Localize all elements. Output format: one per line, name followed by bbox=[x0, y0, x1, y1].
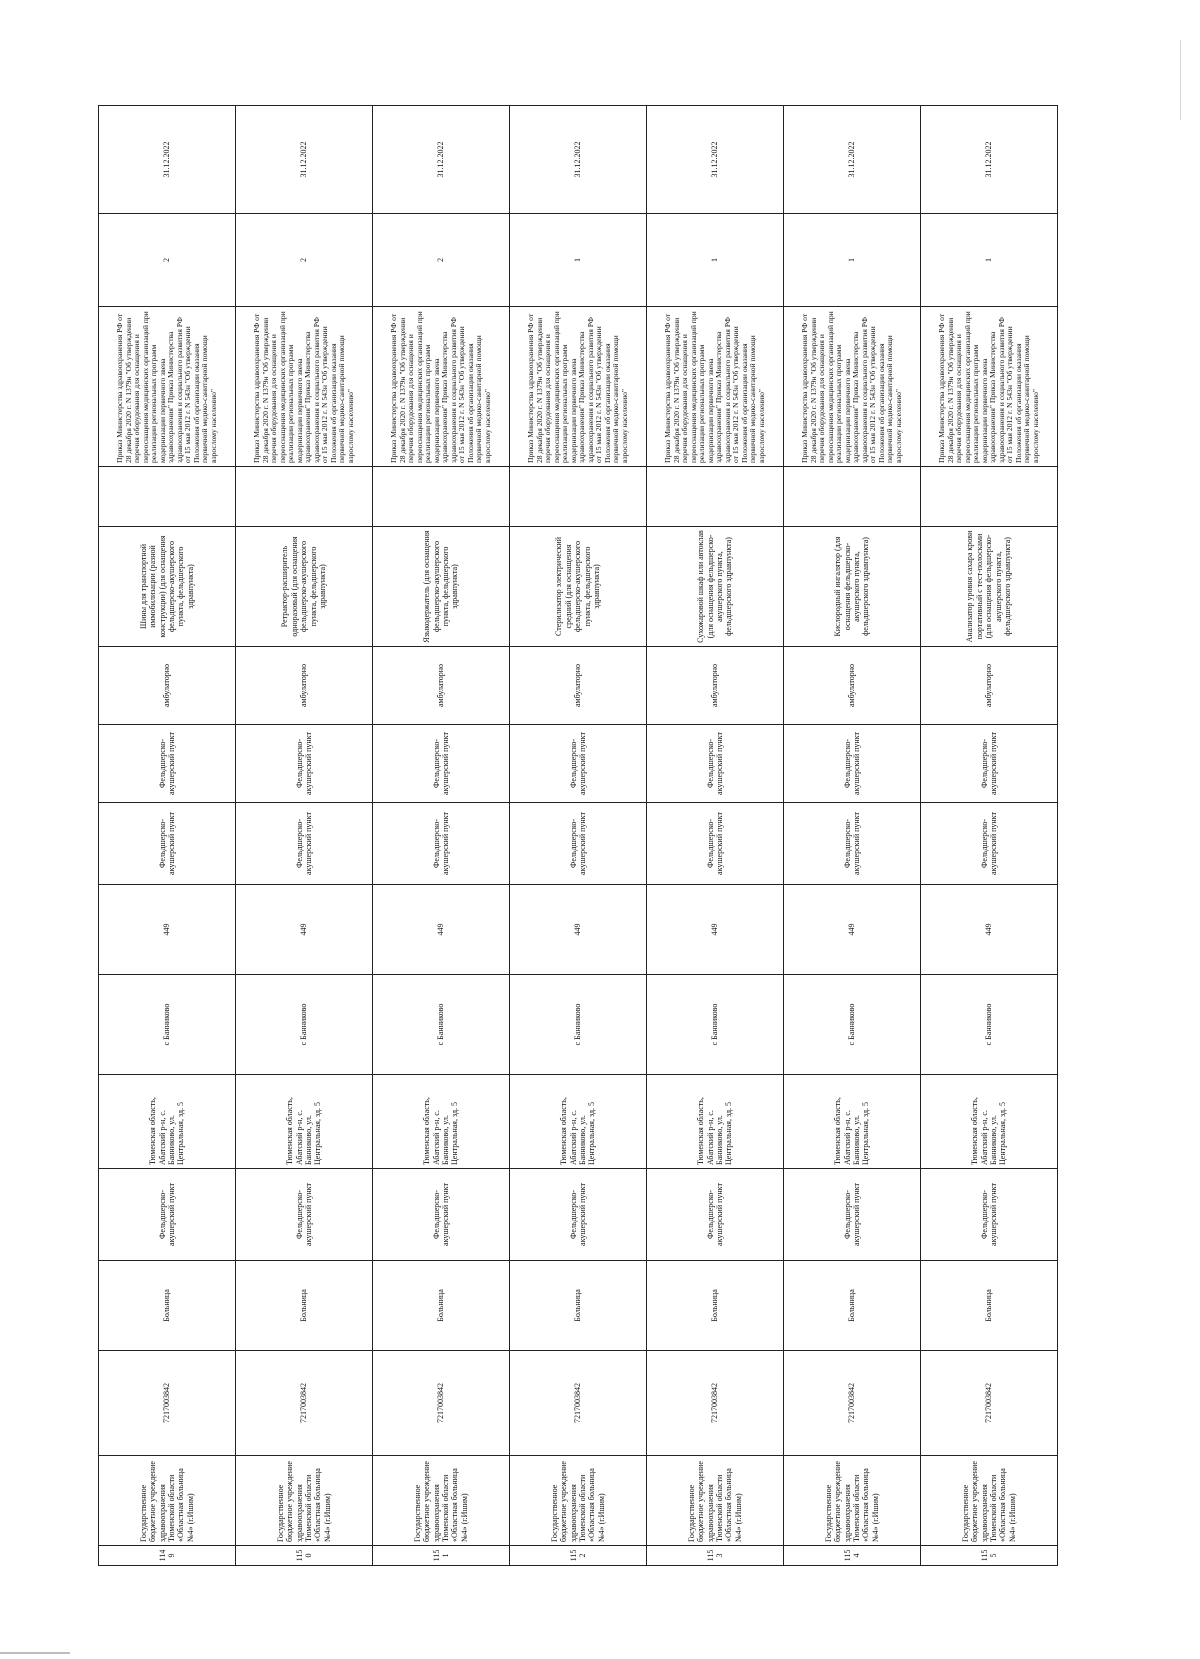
equipment-table bbox=[98, 105, 1058, 1566]
unit-type-cell: Фельдшерско-акушерский пункт bbox=[921, 803, 1058, 885]
unit-cell: Фельдшерско-акушерский пункт bbox=[99, 1169, 236, 1261]
quantity-cell: 1 bbox=[784, 214, 921, 307]
subunit-cell: Фельдшерско-акушерский пункт bbox=[510, 725, 647, 803]
subunit-cell: Фельдшерско-акушерский пункт bbox=[784, 725, 921, 803]
inn-cell: 7217003842 bbox=[921, 1351, 1058, 1456]
code-cell: 449 bbox=[921, 885, 1058, 975]
quantity-cell: 1 bbox=[921, 214, 1058, 307]
locality-cell: с Банниково bbox=[921, 975, 1058, 1075]
org-type-cell: Больница bbox=[510, 1261, 647, 1351]
org-type-cell: Больница bbox=[784, 1261, 921, 1351]
scan-edge-mark bbox=[1180, 40, 1181, 120]
row-number: 1149 bbox=[99, 1546, 236, 1566]
locality-cell: с Банниково bbox=[647, 975, 784, 1075]
unit-cell: Фельдшерско-акушерский пункт bbox=[373, 1169, 510, 1261]
inn-cell: 7217003842 bbox=[99, 1351, 236, 1456]
table-row bbox=[99, 106, 236, 1566]
date-cell: 31.12.2022 bbox=[921, 106, 1058, 214]
subunit-cell: Фельдшерско-акушерский пункт bbox=[236, 725, 373, 803]
organization-name: Государственное бюджетное учреждение здравоохранения Тюменской области «Областная больница №4» (г.Ишим) bbox=[373, 1456, 510, 1546]
extra-cell bbox=[99, 467, 236, 527]
quantity-cell: 1 bbox=[510, 214, 647, 307]
legal-basis-cell: Приказ Министерства здравоохранения РФ от 28 декабря 2020 г. N 1379н "Об утверждении перечня оборудования для оснащения и переоснащения медицинских организаций при реализации региональных программ модернизации первичного звена здравоохранения" Приказ Министерства здравоохранения и социального развития РФ от 15 мая 2012 г. N 543н "Об утверждении Положения об организации оказания первичной медико-санитарной помощи взрослому населению" bbox=[784, 307, 921, 467]
quantity-cell: 2 bbox=[236, 214, 373, 307]
extra-cell bbox=[921, 467, 1058, 527]
unit-type-cell: Фельдшерско-акушерский пункт bbox=[784, 803, 921, 885]
quantity-cell: 1 bbox=[647, 214, 784, 307]
row-number: 1152 bbox=[510, 1546, 647, 1566]
equipment-cell: Языкодержатель (для оснащения фельдшерско-акушерского пункта, фельдшерского здравпункта) bbox=[373, 527, 510, 647]
row-number: 1150 bbox=[236, 1546, 373, 1566]
care-type-cell: амбулаторно bbox=[510, 647, 647, 725]
extra-cell bbox=[784, 467, 921, 527]
inn-cell: 7217003842 bbox=[510, 1351, 647, 1456]
locality-cell: с Банниково bbox=[784, 975, 921, 1075]
organization-name: Государственное бюджетное учреждение здравоохранения Тюменской области «Областная больница №4» (г.Ишим) bbox=[921, 1456, 1058, 1546]
equipment-cell: Анализатор уровня сахара крови портативный с тест-полосками (для оснащения фельдшерско-акушерского пункта, фельдшерского здравпункта) bbox=[921, 527, 1058, 647]
code-cell: 449 bbox=[236, 885, 373, 975]
legal-basis-cell: Приказ Министерства здравоохранения РФ от 28 декабря 2020 г. N 1379н "Об утверждении перечня оборудования для оснащения и переоснащения медицинских организаций при реализации региональных программ модернизации первичного звена здравоохранения" Приказ Министерства здравоохранения и социального развития РФ от 15 мая 2012 г. N 543н "Об утверждении Положения об организации оказания первичной медико-санитарной помощи взрослому населению" bbox=[921, 307, 1058, 467]
unit-type-cell: Фельдшерско-акушерский пункт bbox=[99, 803, 236, 885]
organization-name: Государственное бюджетное учреждение здравоохранения Тюменской области «Областная больница №4» (г.Ишим) bbox=[236, 1456, 373, 1546]
address-cell: Тюменская область, Абатский р-н, с. Банниково, ул. Центральная, зд. 5 bbox=[784, 1075, 921, 1169]
unit-cell: Фельдшерско-акушерский пункт bbox=[647, 1169, 784, 1261]
row-number: 1155 bbox=[921, 1546, 1058, 1566]
row-number: 1153 bbox=[647, 1546, 784, 1566]
code-cell: 449 bbox=[99, 885, 236, 975]
unit-type-cell: Фельдшерско-акушерский пункт bbox=[373, 803, 510, 885]
equipment-cell: Стерилизатор электрический средний (для оснащения фельдшерско-акушерского пункта, фельдшерского здравпункта) bbox=[510, 527, 647, 647]
inn-cell: 7217003842 bbox=[784, 1351, 921, 1456]
date-cell: 31.12.2022 bbox=[99, 106, 236, 214]
locality-cell: с Банниково bbox=[236, 975, 373, 1075]
subunit-cell: Фельдшерско-акушерский пункт bbox=[921, 725, 1058, 803]
inn-cell: 7217003842 bbox=[236, 1351, 373, 1456]
scan-bottom-mark bbox=[0, 1652, 70, 1654]
row-number: 1151 bbox=[373, 1546, 510, 1566]
date-cell: 31.12.2022 bbox=[784, 106, 921, 214]
unit-cell: Фельдшерско-акушерский пункт bbox=[921, 1169, 1058, 1261]
org-type-cell: Больница bbox=[647, 1261, 784, 1351]
code-cell: 449 bbox=[373, 885, 510, 975]
organization-name: Государственное бюджетное учреждение здравоохранения Тюменской области «Областная больница №4» (г.Ишим) bbox=[647, 1456, 784, 1546]
table-row bbox=[784, 106, 921, 1566]
table-row bbox=[647, 106, 784, 1566]
organization-name: Государственное бюджетное учреждение здравоохранения Тюменской области «Областная больница №4» (г.Ишим) bbox=[510, 1456, 647, 1546]
address-cell: Тюменская область, Абатский р-н, с. Банниково, ул. Центральная, зд. 5 bbox=[99, 1075, 236, 1169]
subunit-cell: Фельдшерско-акушерский пункт bbox=[99, 725, 236, 803]
extra-cell bbox=[510, 467, 647, 527]
address-cell: Тюменская область, Абатский р-н, с. Банниково, ул. Центральная, зд. 5 bbox=[373, 1075, 510, 1169]
care-type-cell: амбулаторно bbox=[784, 647, 921, 725]
subunit-cell: Фельдшерско-акушерский пункт bbox=[373, 725, 510, 803]
date-cell: 31.12.2022 bbox=[510, 106, 647, 214]
row-number: 1154 bbox=[784, 1546, 921, 1566]
organization-name: Государственное бюджетное учреждение здравоохранения Тюменской области «Областная больница №4» (г.Ишим) bbox=[784, 1456, 921, 1546]
extra-cell bbox=[647, 467, 784, 527]
care-type-cell: амбулаторно bbox=[373, 647, 510, 725]
equipment-cell: Шины для транспортной иммобилизации (разной конструкции) (для оснащения фельдшерско-акушерского пункта, фельдшерского здравпункта) bbox=[99, 527, 236, 647]
organization-name: Государственное бюджетное учреждение здравоохранения Тюменской области «Областная больница №4» (г.Ишим) bbox=[99, 1456, 236, 1546]
extra-cell bbox=[236, 467, 373, 527]
extra-cell bbox=[373, 467, 510, 527]
rotated-table-container bbox=[98, 106, 1058, 1566]
date-cell: 31.12.2022 bbox=[373, 106, 510, 214]
unit-type-cell: Фельдшерско-акушерский пункт bbox=[647, 803, 784, 885]
quantity-cell: 2 bbox=[373, 214, 510, 307]
unit-cell: Фельдшерско-акушерский пункт bbox=[510, 1169, 647, 1261]
table-row bbox=[236, 106, 373, 1566]
equipment-cell: Сухожаровой шкаф или автоклав (для оснащения фельдшерско-акушерского пункта, фельдшерского здравпункта) bbox=[647, 527, 784, 647]
address-cell: Тюменская область, Абатский р-н, с. Банниково, ул. Центральная, зд. 5 bbox=[510, 1075, 647, 1169]
table-row bbox=[510, 106, 647, 1566]
date-cell: 31.12.2022 bbox=[236, 106, 373, 214]
address-cell: Тюменская область, Абатский р-н, с. Банниково, ул. Центральная, зд. 5 bbox=[921, 1075, 1058, 1169]
legal-basis-cell: Приказ Министерства здравоохранения РФ от 28 декабря 2020 г. N 1379н "Об утверждении перечня оборудования для оснащения и переоснащения медицинских организаций при реализации региональных программ модернизации первичного звена здравоохранения" Приказ Министерства здравоохранения и социального развития РФ от 15 мая 2012 г. N 543н "Об утверждении Положения об организации оказания первичной медико-санитарной помощи взрослому населению" bbox=[373, 307, 510, 467]
org-type-cell: Больница bbox=[921, 1261, 1058, 1351]
care-type-cell: амбулаторно bbox=[921, 647, 1058, 725]
locality-cell: с Банниково bbox=[510, 975, 647, 1075]
org-type-cell: Больница bbox=[236, 1261, 373, 1351]
table-row bbox=[373, 106, 510, 1566]
care-type-cell: амбулаторно bbox=[99, 647, 236, 725]
legal-basis-cell: Приказ Министерства здравоохранения РФ от 28 декабря 2020 г. N 1379н "Об утверждении перечня оборудования для оснащения и переоснащения медицинских организаций при реализации региональных программ модернизации первичного звена здравоохранения" Приказ Министерства здравоохранения и социального развития РФ от 15 мая 2012 г. N 543н "Об утверждении Положения об организации оказания первичной медико-санитарной помощи взрослому населению" bbox=[99, 307, 236, 467]
quantity-cell: 2 bbox=[99, 214, 236, 307]
subunit-cell: Фельдшерско-акушерский пункт bbox=[647, 725, 784, 803]
legal-basis-cell: Приказ Министерства здравоохранения РФ от 28 декабря 2020 г. N 1379н "Об утверждении перечня оборудования для оснащения и переоснащения медицинских организаций при реализации региональных программ модернизации первичного звена здравоохранения" Приказ Министерства здравоохранения и социального развития РФ от 15 мая 2012 г. N 543н "Об утверждении Положения об организации оказания первичной медико-санитарной помощи взрослому населению" bbox=[510, 307, 647, 467]
org-type-cell: Больница bbox=[99, 1261, 236, 1351]
locality-cell: с Банниково bbox=[373, 975, 510, 1075]
locality-cell: с Банниково bbox=[99, 975, 236, 1075]
code-cell: 449 bbox=[784, 885, 921, 975]
code-cell: 449 bbox=[647, 885, 784, 975]
legal-basis-cell: Приказ Министерства здравоохранения РФ от 28 декабря 2020 г. N 1379н "Об утверждении перечня оборудования для оснащения и переоснащения медицинских организаций при реализации региональных программ модернизации первичного звена здравоохранения" Приказ Министерства здравоохранения и социального развития РФ от 15 мая 2012 г. N 543н "Об утверждении Положения об организации оказания первичной медико-санитарной помощи взрослому населению" bbox=[236, 307, 373, 467]
equipment-cell: Ретрактор-расширитель одноразовый (для оснащения фельдшерско-акушерского пункта, фельдшерского здравпункта) bbox=[236, 527, 373, 647]
address-cell: Тюменская область, Абатский р-н, с. Банниково, ул. Центральная, зд. 5 bbox=[236, 1075, 373, 1169]
unit-cell: Фельдшерско-акушерский пункт bbox=[236, 1169, 373, 1261]
care-type-cell: амбулаторно bbox=[236, 647, 373, 725]
unit-type-cell: Фельдшерско-акушерский пункт bbox=[236, 803, 373, 885]
date-cell: 31.12.2022 bbox=[647, 106, 784, 214]
inn-cell: 7217003842 bbox=[373, 1351, 510, 1456]
legal-basis-cell: Приказ Министерства здравоохранения РФ от 28 декабря 2020 г. N 1379н "Об утверждении перечня оборудования для оснащения и переоснащения медицинских организаций при реализации региональных программ модернизации первичного звена здравоохранения" Приказ Министерства здравоохранения и социального развития РФ от 15 мая 2012 г. N 543н "Об утверждении Положения об организации оказания первичной медико-санитарной помощи взрослому населению" bbox=[647, 307, 784, 467]
address-cell: Тюменская область, Абатский р-н, с. Банниково, ул. Центральная, зд. 5 bbox=[647, 1075, 784, 1169]
org-type-cell: Больница bbox=[373, 1261, 510, 1351]
equipment-cell: Кислородный ингалятор (для оснащения фельдшерско-акушерского пункта, фельдшерского здравпункта) bbox=[784, 527, 921, 647]
inn-cell: 7217003842 bbox=[647, 1351, 784, 1456]
unit-type-cell: Фельдшерско-акушерский пункт bbox=[510, 803, 647, 885]
table-row bbox=[921, 106, 1058, 1566]
care-type-cell: амбулаторно bbox=[647, 647, 784, 725]
unit-cell: Фельдшерско-акушерский пункт bbox=[784, 1169, 921, 1261]
code-cell: 449 bbox=[510, 885, 647, 975]
